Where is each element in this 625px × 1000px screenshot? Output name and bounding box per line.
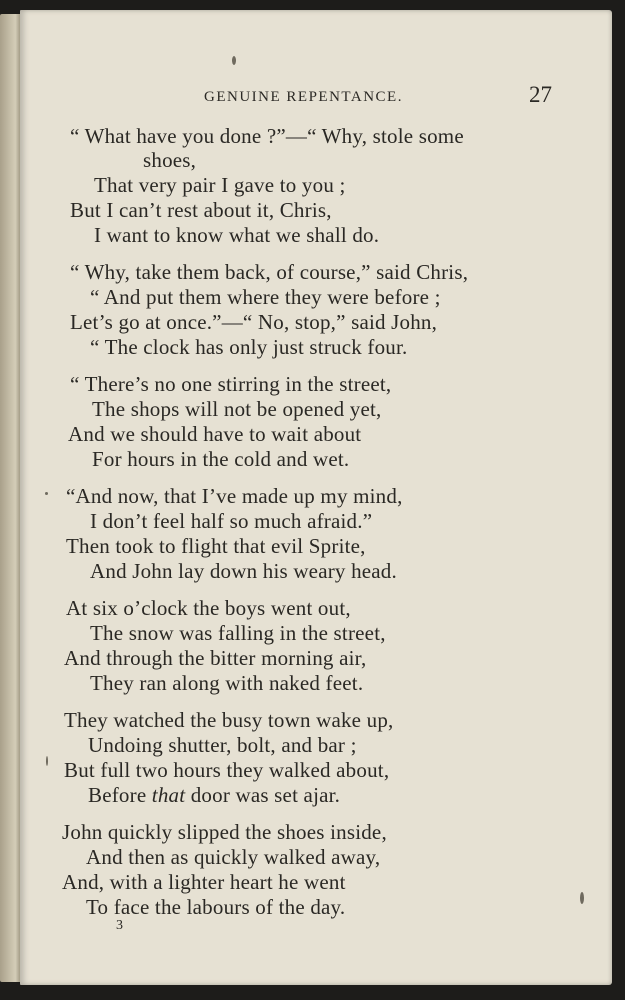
poem-line: Let’s go at once.”—“ No, stop,” said John, (70, 310, 438, 334)
poem-line: I don’t feel half so much afraid.” (90, 509, 373, 533)
ink-speck (46, 756, 48, 766)
poem-line: I want to know what we shall do. (94, 223, 380, 247)
poem-line: “ And put them where they were before ; (90, 285, 441, 309)
poem-line: At six o’clock the boys went out, (66, 596, 351, 620)
running-title: GENUINE REPENTANCE. (204, 89, 403, 105)
poem-line: They watched the busy town wake up, (64, 708, 394, 732)
poem-line: Undoing shutter, bolt, and bar ; (88, 733, 357, 757)
poem-line: That very pair I gave to you ; (94, 173, 346, 197)
ink-speck (232, 56, 236, 65)
poem-line: The snow was falling in the street, (90, 621, 386, 645)
poem-line: John quickly slipped the shoes inside, (62, 820, 387, 844)
signature-mark: 3 (116, 918, 123, 933)
poem-line: And through the bitter morning air, (64, 646, 367, 670)
poem-line: And we should have to wait about (68, 422, 362, 446)
poem-line: They ran along with naked feet. (90, 671, 364, 695)
poem-line (88, 783, 340, 807)
poem-line: And then as quickly walked away, (86, 845, 381, 869)
poem-line: And John lay down his weary head. (90, 559, 397, 583)
poem-line: “ Why, take them back, of course,” said Chris, (70, 260, 469, 284)
page-number: 27 (529, 82, 552, 107)
poem-line: But I can’t rest about it, Chris, (70, 198, 332, 222)
poem-line: And, with a lighter heart he went (62, 870, 346, 894)
book-page (20, 10, 612, 985)
poem-line: Then took to flight that evil Sprite, (66, 534, 366, 558)
poem-line: “ There’s no one stirring in the street, (70, 372, 392, 396)
poem-line: To face the labours of the day. (86, 895, 346, 919)
poem-line-part: door was set ajar. (185, 783, 341, 807)
poem-line: But full two hours they walked about, (64, 758, 390, 782)
poem-line: shoes, (143, 148, 197, 172)
poem-line: “ What have you done ?”—“ Why, stole some (70, 124, 464, 148)
ink-speck (45, 492, 48, 495)
poem-line: “And now, that I’ve made up my mind, (66, 484, 403, 508)
ink-speck (580, 892, 584, 904)
poem-line-part: Before (88, 783, 152, 807)
italic-word: that (151, 783, 186, 807)
poem-line: For hours in the cold and wet. (92, 447, 350, 471)
poem-line: “ The clock has only just struck four. (90, 335, 408, 359)
poem-line: The shops will not be opened yet, (92, 397, 382, 421)
previous-page-edge (0, 14, 22, 982)
